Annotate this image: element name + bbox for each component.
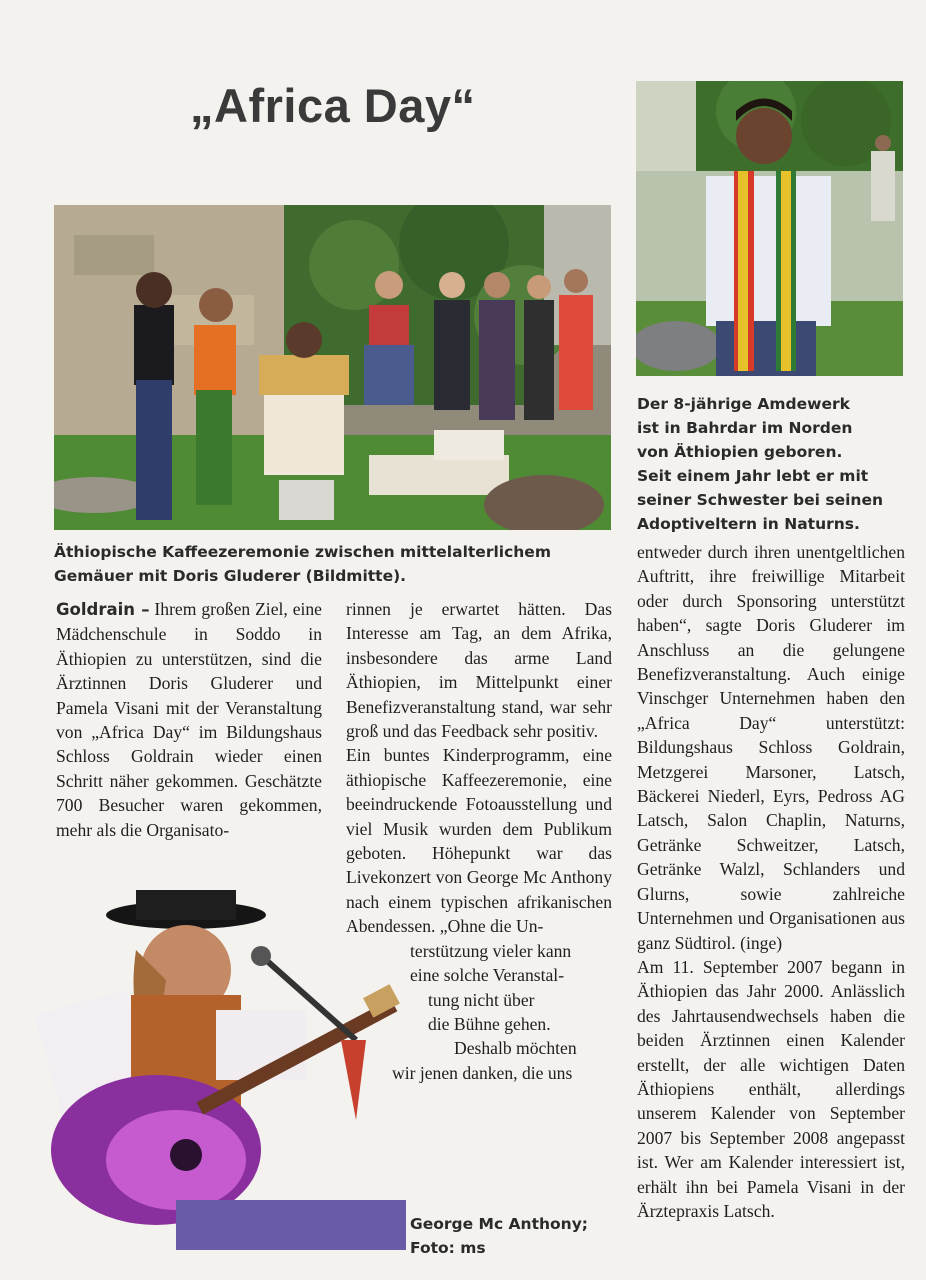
article-col3-paragraph-1: entweder durch ihren unentgeltlichen Auftritt, ihre freiwillige Mitarbeit oder durch Sponsoring unterstützt haben“, sagte Doris Gluderer im Anschluss an die gelungene Benefizveranstaltung. Auch einige Vinschger Unternehmen haben den „Africa Day“ unterstützt: Bildungshaus Schloss Goldrain, Metzgerei Marsoner, Latsch, Bäckerei Niederl, Eyrs, Pedross AG Latsch, Salon Chaplin, Naturns, Getränke Schweitzer, Latsch, Getränke Walzl, Schlanders und Glurns, sowie zahlreiche Unternehmen und Organisationen aus ganz Südtirol. (inge): [637, 542, 905, 953]
article-col2-wrap-line-5: Deshalb möchten: [454, 1038, 577, 1059]
coffee-ceremony-caption: Äthiopische Kaffeezeremonie zwischen mittelalterlichem Gemäuer mit Doris Gluderer (Bildmitte).: [54, 543, 551, 585]
article-col1-text: Ihrem großen Ziel, eine Mädchenschule in Soddo in Äthiopien zu unterstützen, sind die Ärztinnen Doris Gluderer und Pamela Visani mit der Veranstaltung von „Africa Day“ im Bildungshaus Schloss Goldrain wieder einen Schritt näher gekommen. Geschätzte 700 Besucher waren gekommen, mehr als die Organisato-: [56, 599, 322, 840]
article-column-1: [56, 597, 322, 842]
musician-caption: George Mc Anthony; Foto: ms: [410, 1215, 589, 1257]
article-col2-wrap-line-1: terstützung vieler kann: [410, 940, 572, 961]
boy-caption: Der 8-jährige Amdewerk ist in Bahrdar im Norden von Äthiopien geboren. Seit einem Jahr lebt er mit seiner Schwester bei seinen Adoptiveltern in Naturns.: [637, 395, 883, 533]
article-column-3: [637, 540, 905, 1223]
article-col3-paragraph-2: Am 11. September 2007 begann in Äthiopien das Jahr 2000. Anlässlich des Jahrtausendwechsels haben die beiden Ärztinnen einen Kalender erstellt, der alle wichtigen Daten Äthiopiens enthält, allerdings unserem Kalender von September 2007 bis September 2008 angepasst ist. Wer am Kalender interessiert ist, erhält ihn bei Pamela Visani in der Ärztepraxis Latsch.: [637, 956, 905, 1221]
article-col2-wrap-line-6: wir jenen danken, die uns: [392, 1062, 573, 1083]
article-col2-wrap-line-2: eine solche Veranstal-: [410, 965, 565, 986]
article-location: Goldrain –: [56, 600, 150, 619]
article-col2-paragraph-2: Ein buntes Kinderprogramm, eine äthiopische Kaffeezeremonie, eine beeindruckende Fotoausstellung und viel Musik wurden dem Publikum geboten. Höhepunkt war das Livekonzert von George Mc Anthony nach einem typischen afrikanischen Abendessen. „Ohne die Un-: [346, 745, 612, 937]
coffee-ceremony-photo: [54, 205, 611, 530]
article-col2-wrap-line-4: die Bühne gehen.: [428, 1013, 551, 1034]
article-col2-paragraph-1: rinnen je erwartet hätten. Das Interesse am Tag, an dem Afrika, insbesondere das arme Land Äthiopien, im Mittelpunkt einer Benefizveranstaltung stand, war sehr groß und das Feedback sehr positiv.: [346, 599, 612, 742]
musician-photo: [36, 890, 436, 1255]
article-headline: „Africa Day“: [190, 79, 476, 132]
article-col2-wrap-line-3: tung nicht über: [428, 989, 535, 1010]
boy-photo: [636, 81, 903, 376]
